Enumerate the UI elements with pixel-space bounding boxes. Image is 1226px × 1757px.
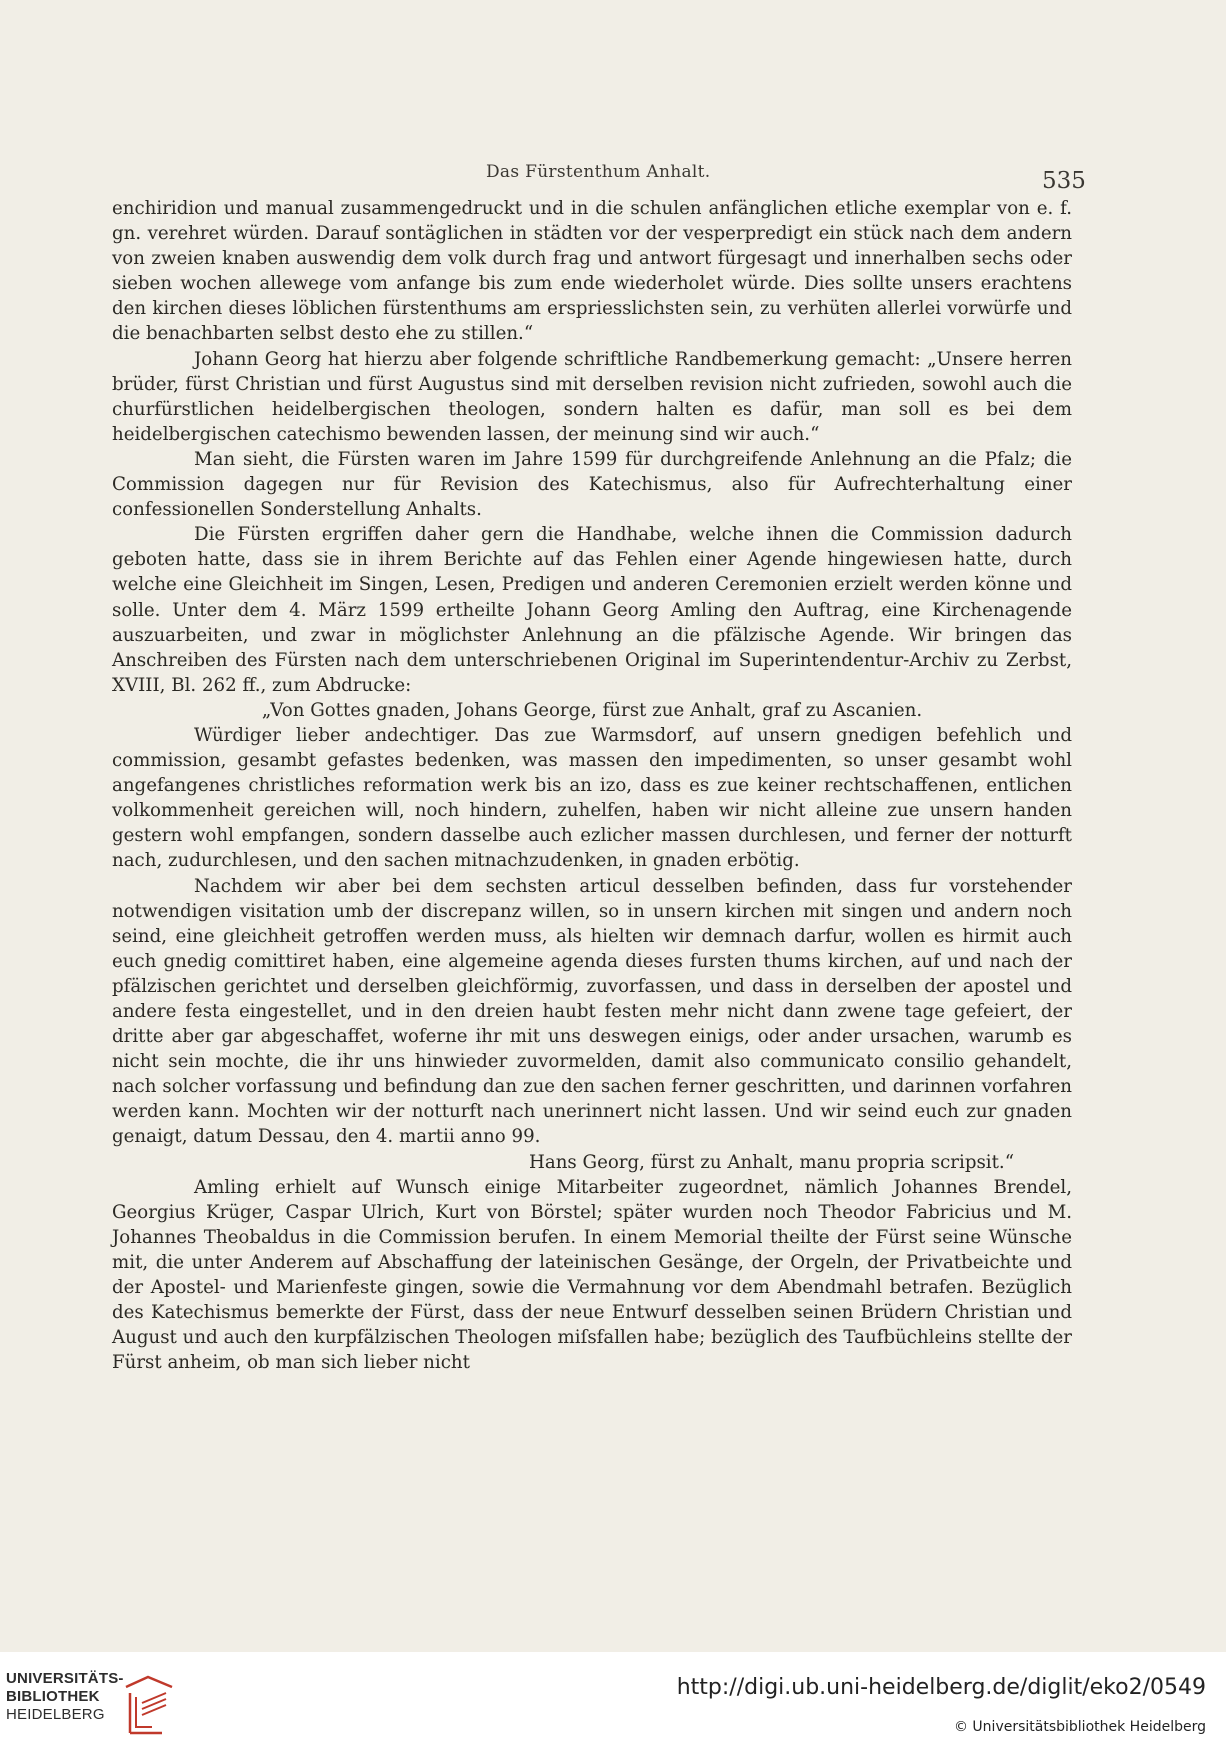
- paragraph: Man sieht, die Fürsten waren im Jahre 1599 für durchgreifende Anlehnung an die Pfalz; die Commission dagegen nur für Revision des Katechismus, also für Aufrechterhaltung einer confessionellen Sonderstellung Anhalts.: [112, 448, 1072, 521]
- running-head: Das Fürstenthum Anhalt.: [486, 162, 711, 182]
- letter-salutation: „Von Gottes gnaden, Johans George, fürst zue Anhalt, graf zu Ascanien.: [261, 699, 923, 721]
- library-logo: [6, 1670, 124, 1724]
- copyright-notice: © Universitätsbibliothek Heidelberg: [953, 1719, 1206, 1735]
- paragraph: Amling erhielt auf Wunsch einige Mitarbeiter zugeordnet, nämlich Johannes Brendel, Georgius Krüger, Caspar Ulrich, Kurt von Börstel; später wurden noch Theodor Fabricius und M. Johannes Theobaldus in die Commission berufen. In einem Memorial theilte der Fürst seine Wünsche mit, die unter Anderem auf Abschaffung der lateinischen Gesänge, der Orgeln, der Privatbeichte und der Apostel- und Marienfeste gingen, sowie die Vermahnung vor dem Abendmahl betrafen. Bezüglich des Katechismus bemerkte der Fürst, dass der neue Entwurf desselben seinen Brüdern Christian und August und auch den kurpfälzischen Theologen miſsfallen habe; bezüglich des Taufbüchleins stellte der Fürst anheim, ob man sich lieber nicht: [112, 1176, 1072, 1374]
- paragraph: Die Fürsten ergriffen daher gern die Handhabe, welche ihnen die Commission dadurch geboten hatte, dass sie in ihrem Berichte auf das Fehlen einer Agende hingewiesen hatte, durch welche eine Gleichheit im Singen, Lesen, Predigen und anderen Ceremonien erzielt werden könne und solle. Unter dem 4. März 1599 ertheilte Johann Georg Amling den Auftrag, eine Kirchenagende auszuarbeiten, und zwar in möglichster Anlehnung an die pfälzische Agende. Wir bringen das Anschreiben des Fürsten nach dem unterschriebenen Original im Superintendentur-Archiv zu Zerbst, XVIII, Bl. 262 ff., zum Abdrucke:: [112, 524, 1072, 696]
- paragraph: Nachdem wir aber bei dem sechsten articul desselben befinden, dass fur vorstehender notwendigen visitation umb der discrepanz willen, so in unsern kirchen mit singen und andern noch seind, eine gleichheit getroffen werden muss, als hielten wir demnach darfur, wollen es hirmit auch euch gnedig comittiret haben, eine algemeine agenda dieses fursten thums kirchen, auf und nach der pfälzischen gerichtet und derselben gleichförmig, zuvorfassen, und dass in derselben der apostel und andere festa eingestellet, und in den dreien haubt festen mehr nicht dann zwene tage gefeiert, der dritte aber gar abgeschaffet, woferne ihr mit uns deswegen einigs, oder ander ursachen, warumb es nicht sein mochte, die ihr uns hinwieder zuvormelden, damit also communicato consilio gehandelt, nach solcher vorfassung und befindung dan zue den sachen ferner geschritten, und darinnen vorfahren werden kann. Mochten wir der notturft nach unerinnert nicht lassen. Und wir seind euch zur gnaden genaigt, datum Dessau, den 4. martii anno 99.: [112, 875, 1072, 1148]
- library-logo-mark-icon: [122, 1675, 176, 1737]
- library-name-line: BIBLIOTHEK: [6, 1688, 100, 1705]
- source-url[interactable]: http://digi.ub.uni-heidelberg.de/diglit/eko2/0549: [676, 1675, 1206, 1700]
- page-number: 535: [1042, 168, 1086, 194]
- paragraph: enchiridion und manual zusammengedruckt und in die schulen anfänglichen etliche exemplar von e. f. gn. verehret würden. Darauf sontäglichen in städten vor der vesperpredigt ein stück nach dem andern von zweien knaben auswendig dem volk durch frag und antwort fürgesagt und innerhalben sechs oder sieben wochen allewege vom anfange bis zum ende wiederholet würde. Dies sollte unsers erachtens den kirchen dieses löblichen fürstenthums am erspriesslichsten sein, zu verhüten allerlei vorwürfe und die benachbarten selbst desto ehe zu stillen.“: [112, 198, 1072, 345]
- letter-signature: Hans Georg, fürst zu Anhalt, manu propria scripsit.“: [529, 1151, 1014, 1173]
- body-text: [112, 196, 1072, 1375]
- library-name-line: UNIVERSITÄTS-: [6, 1670, 124, 1687]
- paragraph: Würdiger lieber andechtiger. Das zue Warmsdorf, auf unsern gnedigen befehlich und commission, gesambt gefastes bedenken, was massen den impedimenten, so unser gesambt wohl angefangenes christliches reformation werk bis an izo, dass es zue keiner rechtschaffenen, entlichen volkommenheit gereichen will, noch hindern, zuhelfen, haben wir nicht alleine zue unsern handen gestern wohl empfangen, sondern dasselbe auch ezlicher massen durchlesen, und ferner der notturft nach, zudurchlesen, und den sachen mitnachzudenken, in gnaden erbötig.: [112, 724, 1072, 872]
- library-name-line: HEIDELBERG: [6, 1706, 105, 1723]
- paragraph: Johann Georg hat hierzu aber folgende schriftliche Randbemerkung gemacht: „Unsere herren brüder, fürst Christian und fürst Augustus sind mit derselben revision nicht zufrieden, sowohl auch die churfürstlichen heidelbergischen theologen, sondern halten es dafür, man soll es bei dem heidelbergischen catechismo bewenden lassen, der meinung sind wir auch.“: [112, 348, 1072, 445]
- footer-bar: [0, 1652, 1226, 1757]
